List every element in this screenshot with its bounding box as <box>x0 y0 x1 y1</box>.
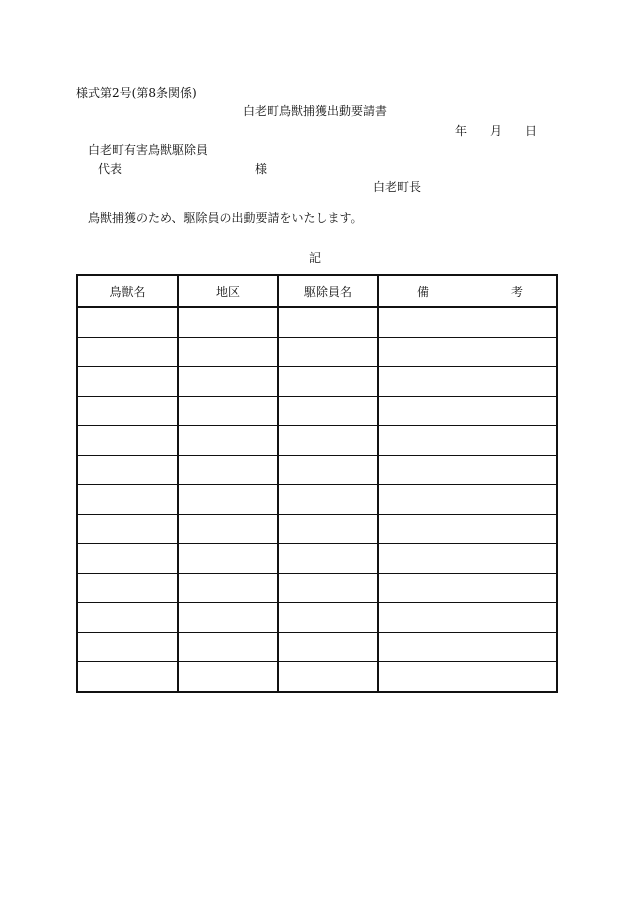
date-year-label: 年 <box>455 124 468 138</box>
cell-exterminator-name[interactable] <box>278 662 378 692</box>
cell-exterminator-name[interactable] <box>278 632 378 662</box>
cell-exterminator-name[interactable] <box>278 544 378 574</box>
cell-exterminator-name[interactable] <box>278 514 378 544</box>
cell-animal-name[interactable] <box>77 573 178 603</box>
cell-animal-name[interactable] <box>77 662 178 692</box>
header-remarks-char-2: 考 <box>511 284 524 299</box>
cell-animal-name[interactable] <box>77 485 178 515</box>
cell-remarks[interactable] <box>378 573 557 603</box>
cell-remarks[interactable] <box>378 455 557 485</box>
table-row <box>77 367 557 397</box>
table-row <box>77 307 557 337</box>
cell-remarks[interactable] <box>378 307 557 337</box>
cell-area[interactable] <box>178 396 278 426</box>
cell-area[interactable] <box>178 603 278 633</box>
request-statement: 鳥獣捕獲のため、駆除員の出動要請をいたします。 <box>88 211 363 225</box>
records-body <box>77 307 557 692</box>
issuer-name: 白老町長 <box>373 180 422 194</box>
header-remarks <box>378 275 557 307</box>
table-row <box>77 603 557 633</box>
cell-animal-name[interactable] <box>77 367 178 397</box>
table-header-row <box>77 275 557 307</box>
cell-animal-name[interactable] <box>77 632 178 662</box>
addressee-organization: 白老町有害鳥獣駆除員 <box>88 143 209 157</box>
cell-area[interactable] <box>178 367 278 397</box>
record-label: 記 <box>308 251 321 265</box>
cell-exterminator-name[interactable] <box>278 573 378 603</box>
cell-exterminator-name[interactable] <box>278 426 378 456</box>
cell-animal-name[interactable] <box>77 426 178 456</box>
date-day-label: 日 <box>525 124 538 138</box>
records-table <box>76 274 558 693</box>
cell-remarks[interactable] <box>378 396 557 426</box>
cell-exterminator-name[interactable] <box>278 367 378 397</box>
cell-area[interactable] <box>178 632 278 662</box>
table-row <box>77 396 557 426</box>
cell-animal-name[interactable] <box>77 455 178 485</box>
table-row <box>77 544 557 574</box>
cell-area[interactable] <box>178 573 278 603</box>
table-row <box>77 455 557 485</box>
header-area: 地区 <box>178 275 278 307</box>
table-row <box>77 662 557 692</box>
cell-remarks[interactable] <box>378 603 557 633</box>
cell-animal-name[interactable] <box>77 603 178 633</box>
cell-area[interactable] <box>178 544 278 574</box>
cell-animal-name[interactable] <box>77 307 178 337</box>
header-remarks-char-1: 備 <box>417 284 430 299</box>
cell-remarks[interactable] <box>378 367 557 397</box>
cell-remarks[interactable] <box>378 426 557 456</box>
table-row <box>77 426 557 456</box>
cell-exterminator-name[interactable] <box>278 307 378 337</box>
cell-remarks[interactable] <box>378 337 557 367</box>
document-title: 白老町鳥獣捕獲出動要請書 <box>242 104 387 118</box>
cell-exterminator-name[interactable] <box>278 603 378 633</box>
cell-remarks[interactable] <box>378 632 557 662</box>
header-exterminator-name: 駆除員名 <box>278 275 378 307</box>
cell-remarks[interactable] <box>378 514 557 544</box>
cell-area[interactable] <box>178 337 278 367</box>
table-row <box>77 337 557 367</box>
cell-exterminator-name[interactable] <box>278 337 378 367</box>
cell-area[interactable] <box>178 307 278 337</box>
cell-animal-name[interactable] <box>77 337 178 367</box>
cell-area[interactable] <box>178 485 278 515</box>
header-animal-name: 鳥獣名 <box>77 275 178 307</box>
cell-animal-name[interactable] <box>77 514 178 544</box>
cell-remarks[interactable] <box>378 485 557 515</box>
table-row <box>77 514 557 544</box>
table-row <box>77 573 557 603</box>
cell-animal-name[interactable] <box>77 544 178 574</box>
addressee-honorific: 様 <box>255 162 268 176</box>
cell-remarks[interactable] <box>378 544 557 574</box>
table-row <box>77 485 557 515</box>
cell-exterminator-name[interactable] <box>278 485 378 515</box>
cell-area[interactable] <box>178 455 278 485</box>
cell-remarks[interactable] <box>378 662 557 692</box>
table-row <box>77 632 557 662</box>
cell-animal-name[interactable] <box>77 396 178 426</box>
cell-exterminator-name[interactable] <box>278 455 378 485</box>
cell-area[interactable] <box>178 514 278 544</box>
cell-area[interactable] <box>178 426 278 456</box>
cell-exterminator-name[interactable] <box>278 396 378 426</box>
cell-area[interactable] <box>178 662 278 692</box>
addressee-representative: 代表 <box>98 162 123 176</box>
date-month-label: 月 <box>490 124 503 138</box>
form-number: 様式第2号(第8条関係) <box>76 86 197 100</box>
